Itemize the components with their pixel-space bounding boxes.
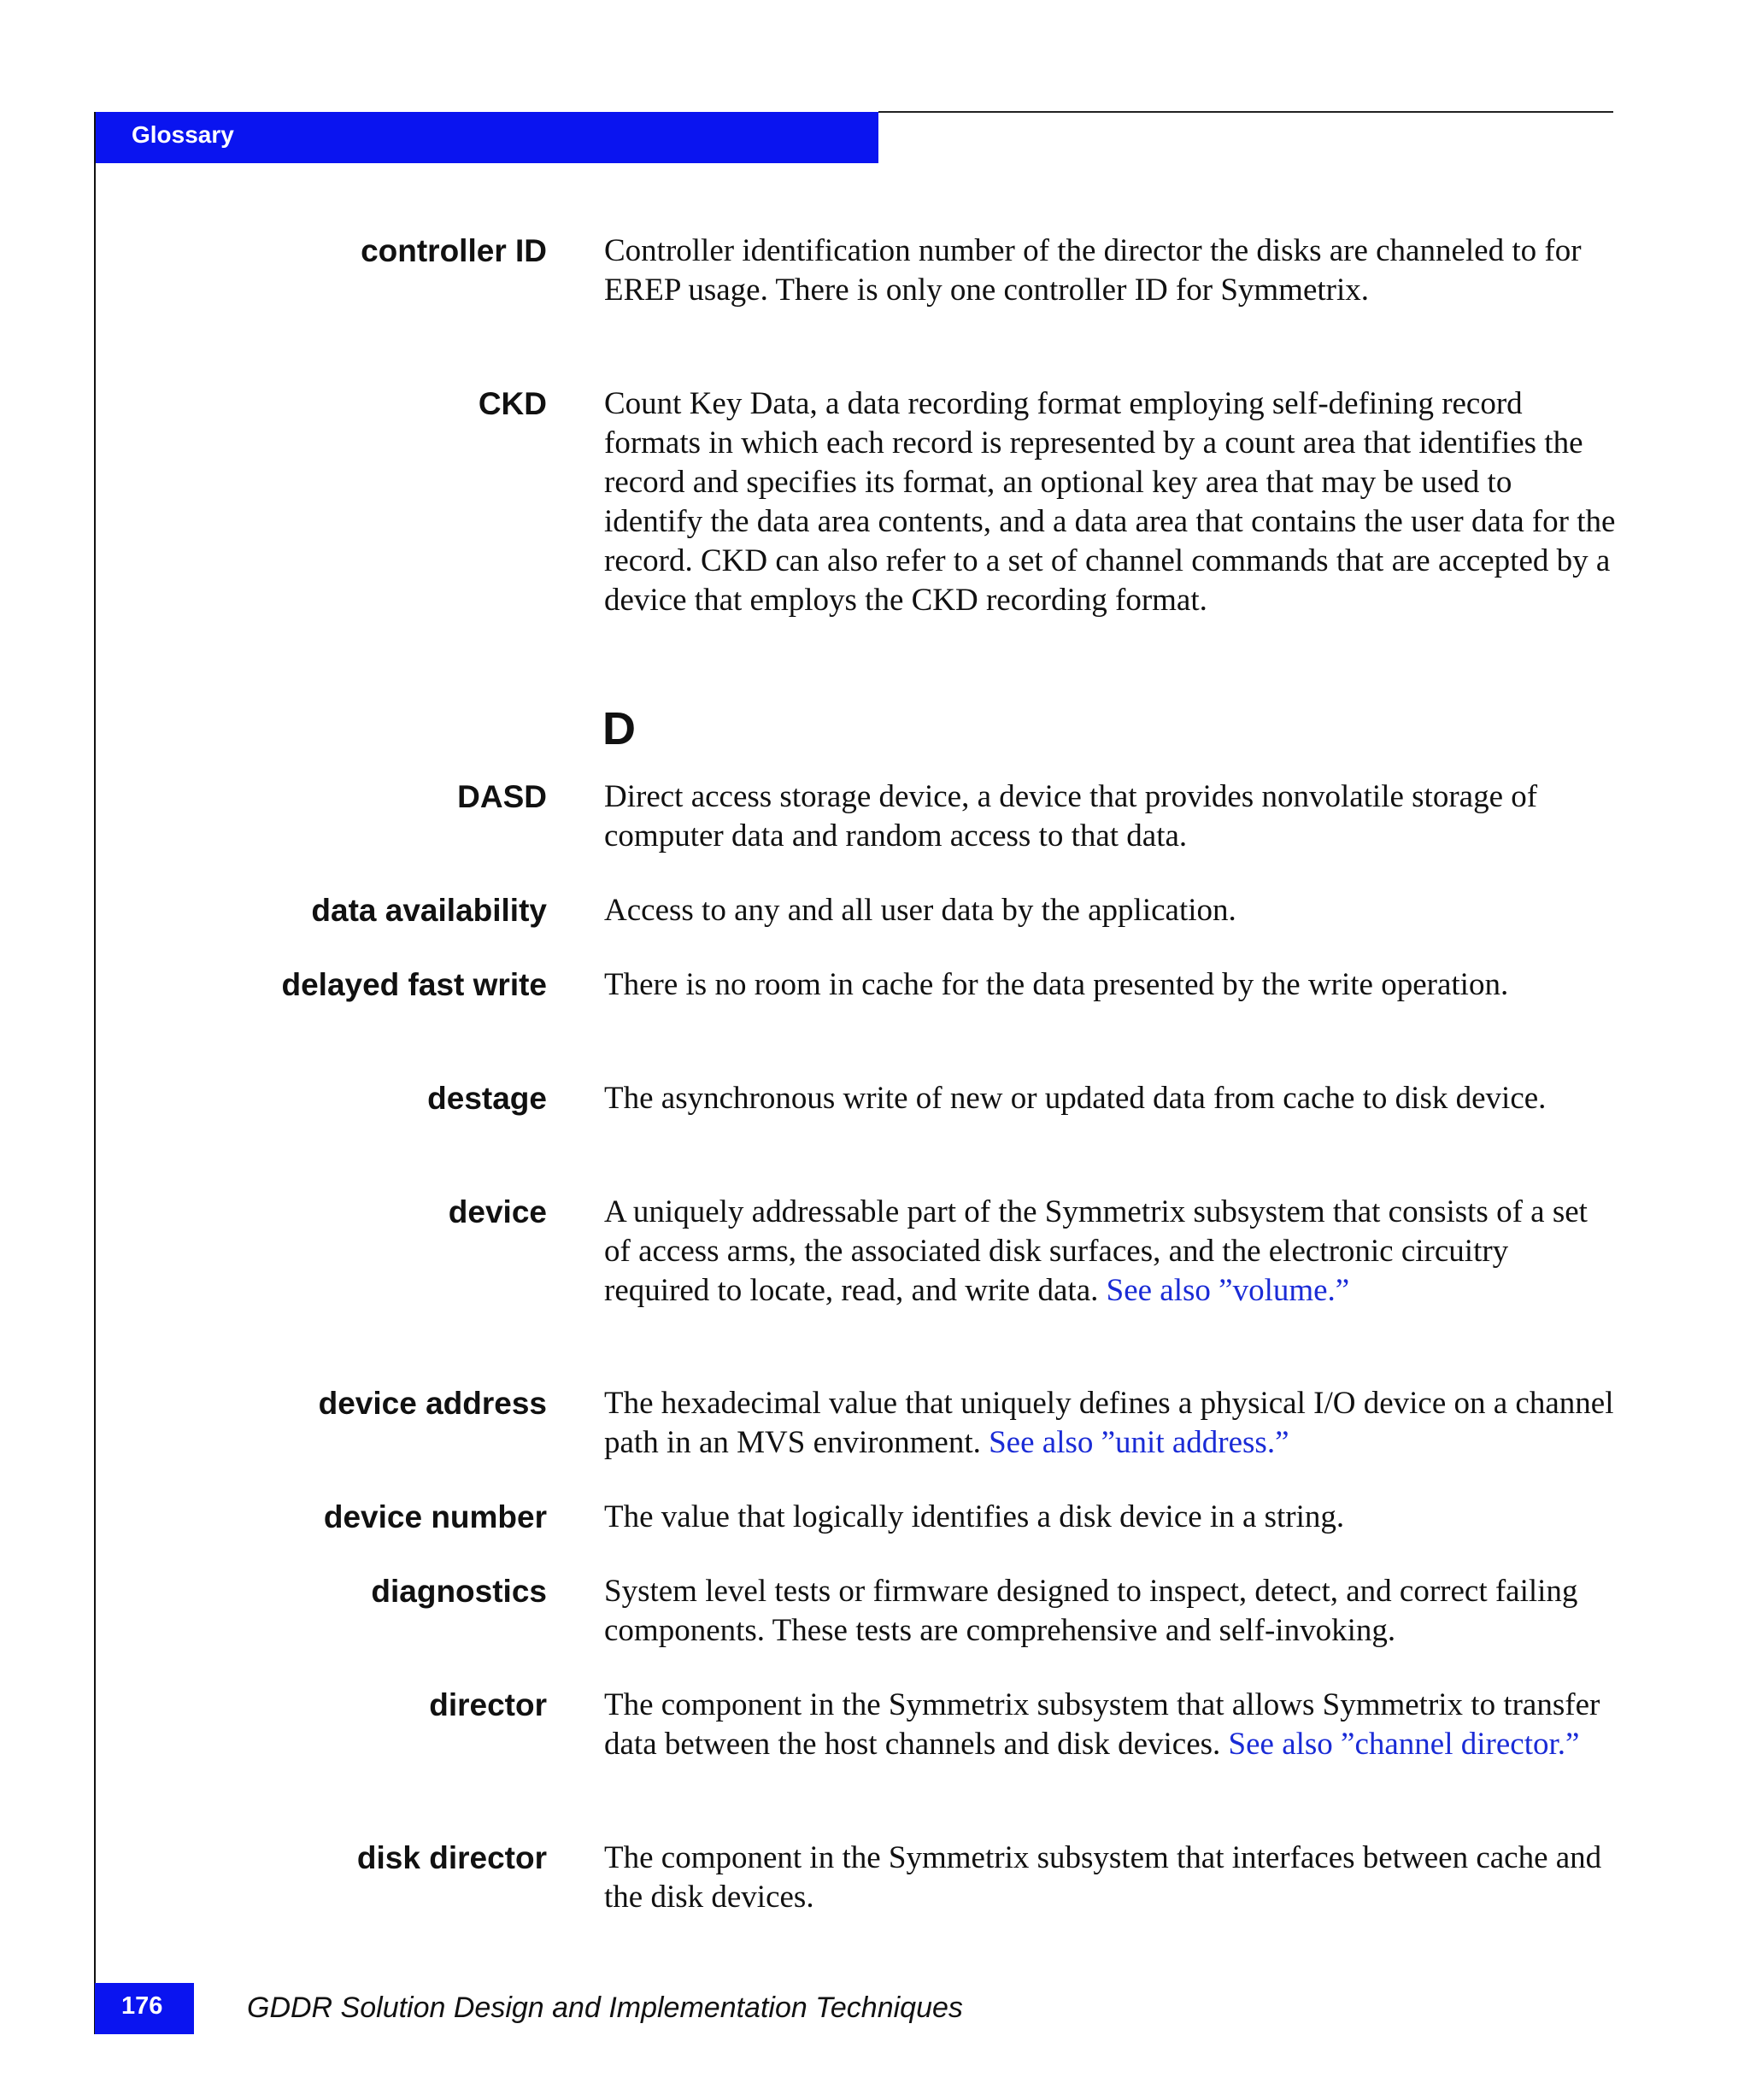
see-also-link[interactable]: See also ”volume.”: [1106, 1273, 1350, 1308]
glossary-term: device number: [323, 1499, 547, 1534]
glossary-term: delayed fast write: [281, 967, 547, 1002]
glossary-term: destage: [427, 1081, 547, 1116]
section-letter-heading: D: [602, 703, 636, 754]
glossary-definition: The value that logically identifies a disk device in a string.: [604, 1499, 1345, 1534]
see-also-link[interactable]: See also ”channel director.”: [1228, 1727, 1580, 1762]
footer-document-title: GDDR Solution Design and Implementation Techniques: [247, 1991, 963, 2024]
glossary-definition: The asynchronous write of new or updated data from cache to disk device.: [604, 1081, 1547, 1116]
see-also-link[interactable]: See also ”unit address.”: [989, 1425, 1289, 1460]
glossary-definition: Controller identification number of the director the disks are channeled to for EREP usage. There is only one controller ID for Symmetrix.: [604, 233, 1582, 308]
glossary-definition: The component in the Symmetrix subsystem that interfaces between cache and the disk devices.: [604, 1840, 1602, 1915]
glossary-term: disk director: [356, 1840, 547, 1875]
glossary-definition: [604, 1384, 1617, 1463]
glossary-definition: Direct access storage device, a device that provides nonvolatile storage of computer data and random access to that data.: [604, 779, 1538, 853]
glossary-definition: [604, 1686, 1617, 1764]
left-margin-rule: [94, 112, 96, 2034]
glossary-term: CKD: [478, 386, 547, 421]
glossary-definition: [604, 1193, 1617, 1311]
glossary-term: DASD: [457, 779, 547, 814]
glossary-definition: Count Key Data, a data recording format employing self-defining record formats in which each record is represented by a count area that identifies the record and specifies its format, an optional key area that may be used to identify the data area contents, and a data area that contains the user data for the record. CKD can also refer to a set of channel commands that are accepted by a device that employs the CKD recording format.: [604, 386, 1616, 618]
glossary-definition: System level tests or firmware designed to inspect, detect, and correct failing components. These tests are comprehensive and self-invoking.: [604, 1574, 1578, 1648]
glossary-term: controller ID: [361, 233, 547, 268]
glossary-definition: Access to any and all user data by the application.: [604, 893, 1236, 928]
glossary-term: device: [448, 1194, 547, 1229]
definition-text: A uniquely addressable part of the Symmetrix subsystem that consists of a set of access arms, the associated disk surfaces, and the electronic circuitry required to locate, read, and write data.: [604, 1194, 1588, 1308]
page-number: 176: [121, 1992, 163, 2020]
definition-text: The hexadecimal value that uniquely defines a physical I/O device on a channel path in an MVS environment.: [604, 1386, 1614, 1460]
glossary-definition: There is no room in cache for the data presented by the write operation.: [604, 967, 1509, 1002]
glossary-term: device address: [318, 1386, 547, 1421]
glossary-term: data availability: [311, 893, 547, 928]
glossary-term: diagnostics: [371, 1574, 547, 1609]
definition-text: The component in the Symmetrix subsystem that allows Symmetrix to transfer data between the host channels and disk devices.: [604, 1687, 1600, 1762]
header-rule: [878, 111, 1613, 113]
header-section-label: Glossary: [132, 121, 234, 148]
glossary-term: director: [429, 1687, 547, 1722]
